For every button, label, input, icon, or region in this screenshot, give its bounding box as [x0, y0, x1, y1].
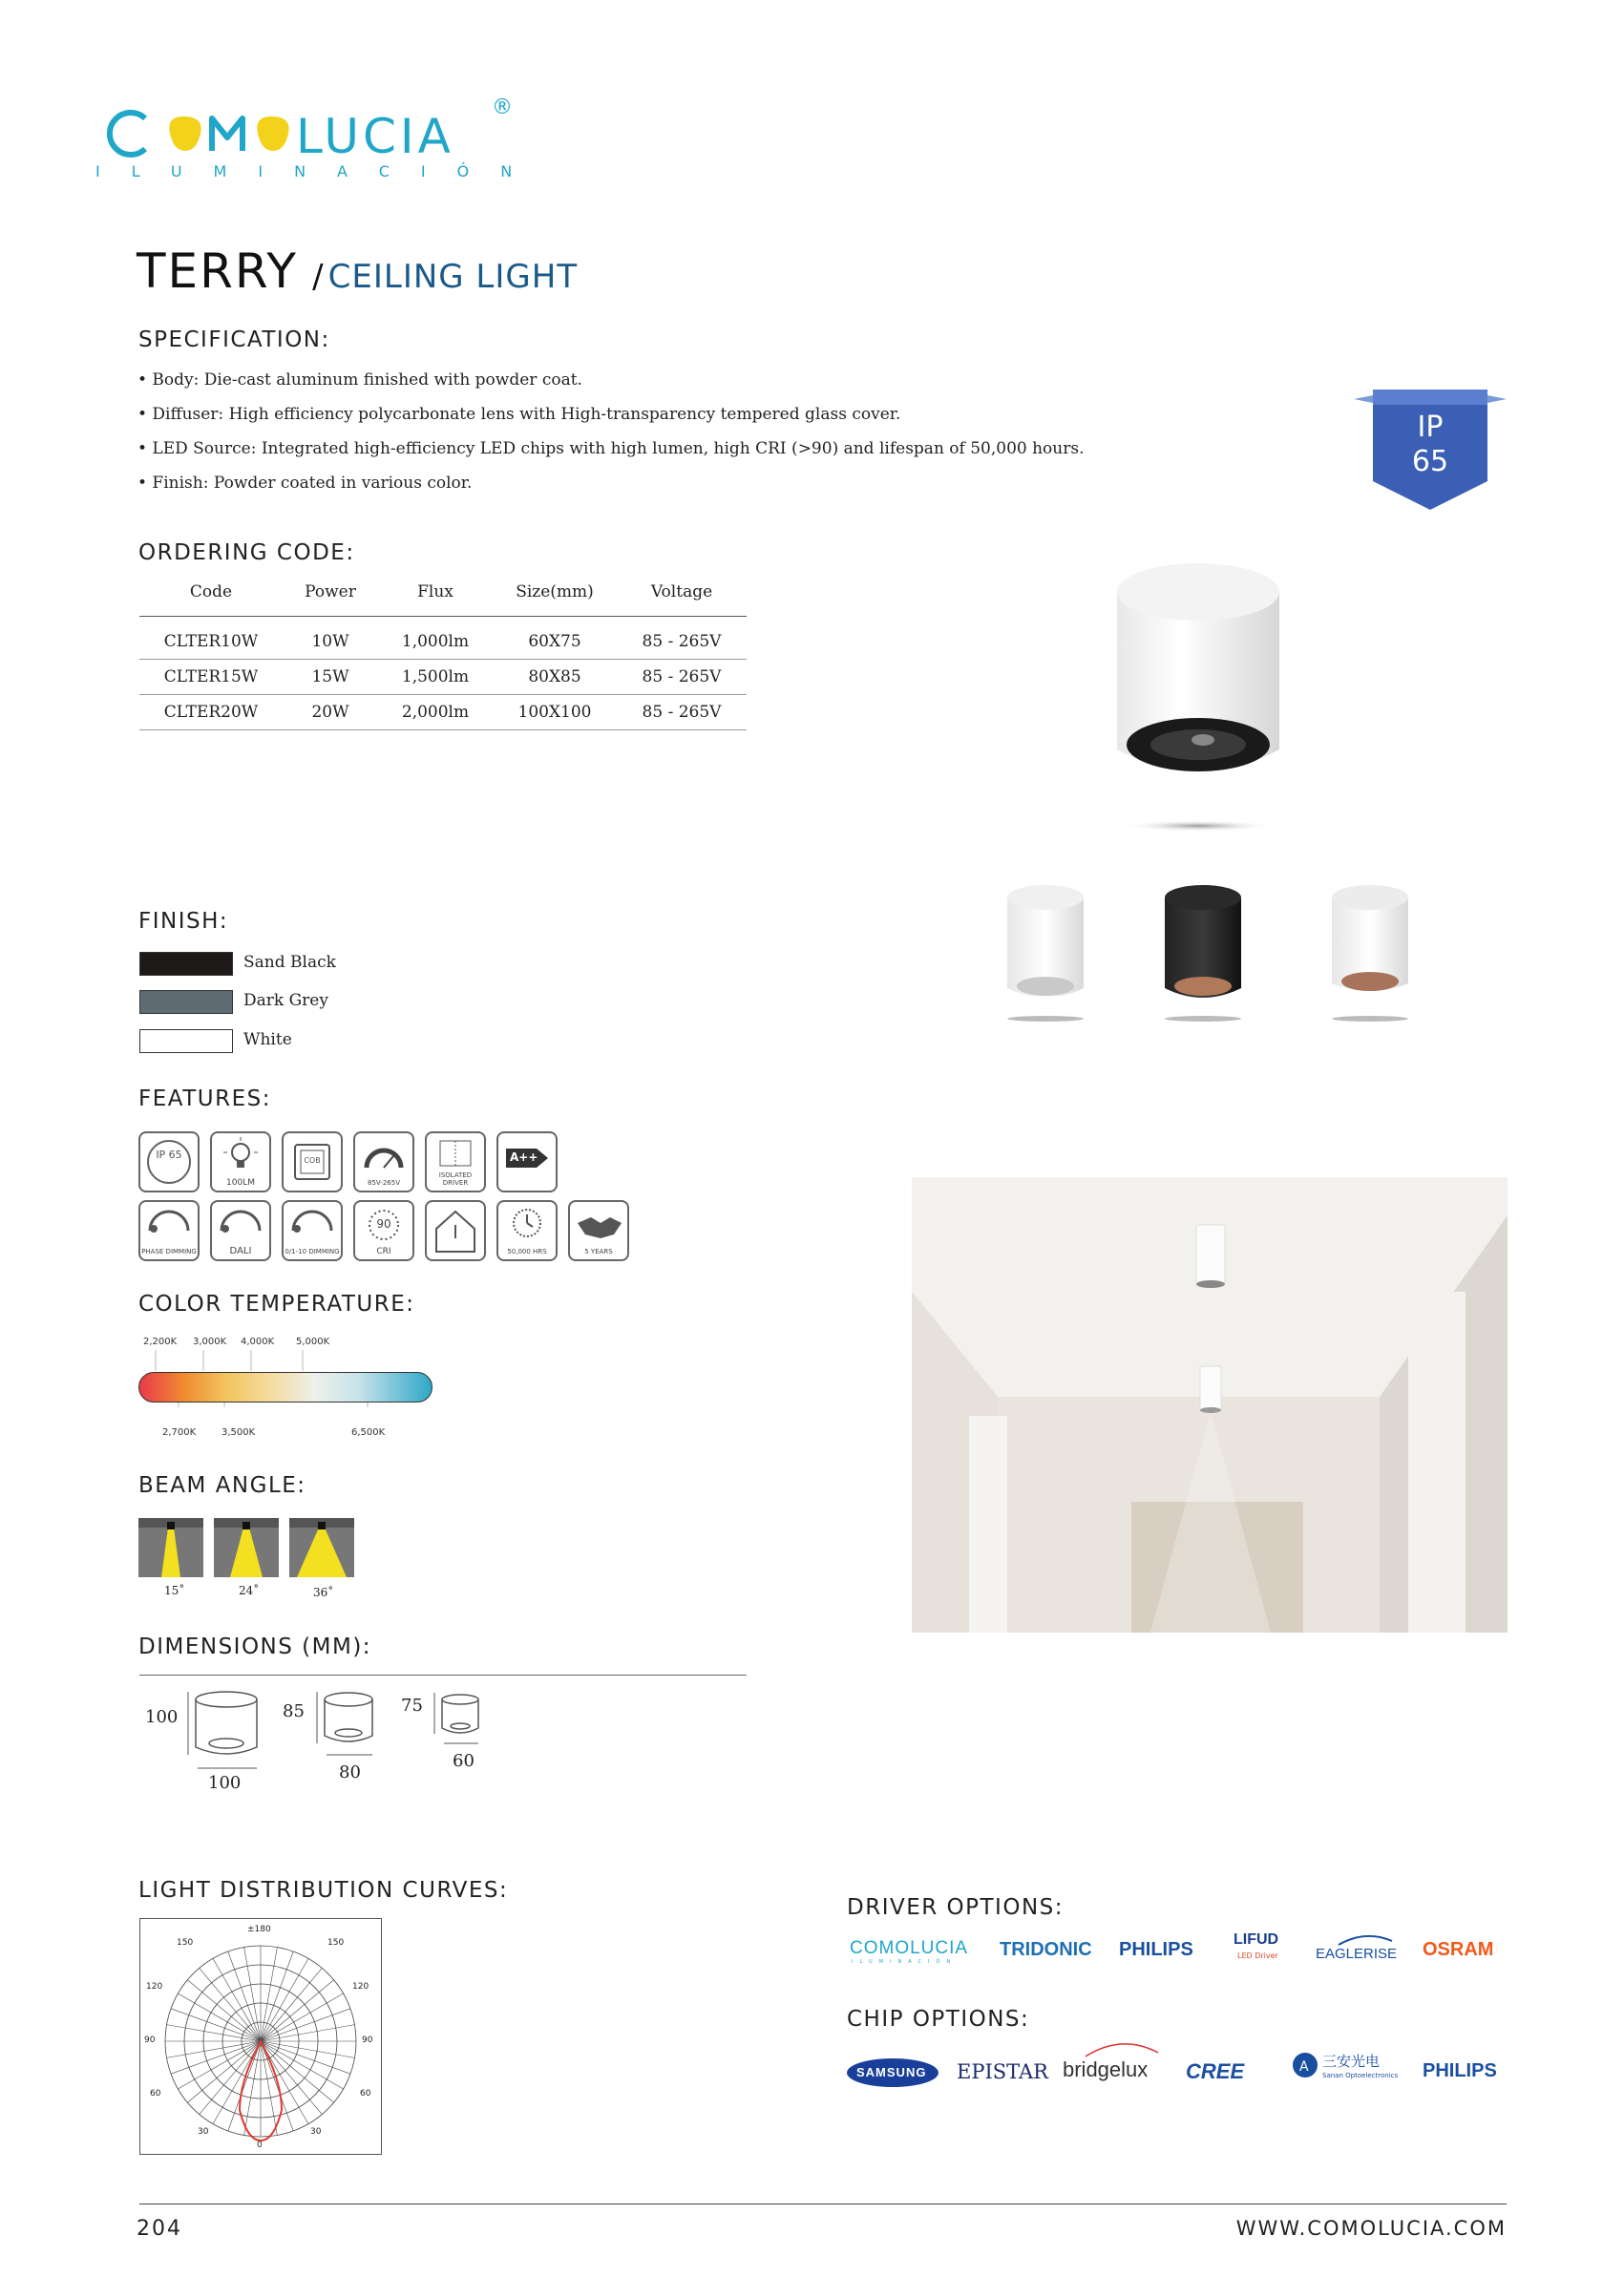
temp-label-bottom: 3,500K	[221, 1427, 256, 1438]
dimming-0-10-icon	[282, 1200, 343, 1261]
cell: 60X75	[493, 624, 617, 660]
cell: 10W	[283, 624, 378, 660]
swatch-sand-black	[139, 952, 233, 976]
brand-logo	[95, 95, 544, 191]
driver-brand-tridonic: TRIDONIC	[1000, 1939, 1092, 1960]
driver-brand-philips: PHILIPS	[1119, 1939, 1193, 1960]
eaglerise-swoosh	[1337, 1932, 1394, 1946]
chip-brand-epistar: EPISTAR	[957, 2060, 1048, 2083]
swatch-dark-grey	[139, 990, 233, 1014]
temp-label-top: 4,000K	[241, 1337, 275, 1347]
finish-variants-images	[1002, 883, 1423, 1026]
page-number: 204	[137, 2217, 182, 2241]
chip-brand-sanan-sub: Sanan Optoelectronics	[1322, 2072, 1399, 2079]
dimensions-heading: DIMENSIONS (MM):	[138, 1635, 372, 1659]
dimension-height-label: 100	[145, 1707, 179, 1727]
ordering-table	[139, 568, 747, 730]
registered-mark: ®	[492, 95, 513, 119]
cell: 100X100	[493, 695, 617, 730]
table-row	[139, 660, 747, 695]
spec-item: • Body: Die-cast aluminum finished with powder coat.	[137, 370, 582, 390]
temp-label-top: 5,000K	[296, 1337, 330, 1347]
polar-label: 150	[327, 1938, 345, 1948]
polar-label-180: ±180	[247, 1925, 271, 1934]
col-code: Code	[139, 568, 283, 617]
product-name: TERRY	[137, 243, 298, 299]
energy-class-label: A++	[510, 1150, 538, 1164]
chip-brand-bridgelux: bridgelux	[1063, 2057, 1149, 2081]
temp-label-bottom: 2,700K	[162, 1427, 197, 1438]
isolated-driver-icon	[425, 1131, 486, 1192]
beam-angle-diagrams	[138, 1518, 358, 1585]
dimensions-rule	[139, 1675, 747, 1676]
chip-brand-samsung: SAMSUNG	[856, 2065, 927, 2079]
cri-label: CRI	[376, 1247, 391, 1256]
product-main-image	[1107, 549, 1289, 845]
finish-label: Sand Black	[243, 953, 336, 972]
polar-label: 90	[144, 2035, 156, 2045]
polar-distribution-chart	[139, 1918, 382, 2155]
finish-label: Dark Grey	[243, 991, 328, 1010]
chip-brand-philips: PHILIPS	[1423, 2060, 1497, 2081]
beam-angle-label: 15˚	[164, 1584, 185, 1597]
svg-text:A: A	[1299, 2059, 1309, 2075]
ip-badge-bottom: 65	[1411, 445, 1449, 478]
phase-dimming-icon	[138, 1200, 200, 1261]
bridgelux-arc	[1084, 2039, 1160, 2058]
distribution-heading: LIGHT DISTRIBUTION CURVES:	[138, 1878, 509, 1903]
warranty-label: 5 YEARS	[584, 1248, 613, 1255]
sanan-logo-icon	[1291, 2051, 1319, 2079]
polar-label: 60	[150, 2089, 161, 2099]
phase-dimming-label: PHASE DIMMING	[141, 1248, 197, 1255]
product-category: CEILING LIGHT	[327, 258, 579, 296]
polar-label: 90	[362, 2035, 373, 2045]
voltage-gauge-icon	[353, 1131, 414, 1192]
cob-label: COB	[304, 1156, 321, 1165]
cell: 85 - 265V	[617, 660, 747, 695]
col-power: Power	[283, 568, 378, 617]
room-installation-photo	[912, 1177, 1508, 1633]
dimming-0-10-label: 0/1-10 DIMMING	[285, 1248, 340, 1255]
spec-item: • Diffuser: High efficiency polycarbonate lens with High-transparency tempered glass cover.	[137, 405, 901, 424]
driver-brand-eaglerise: EAGLERISE	[1316, 1946, 1398, 1962]
table-row	[139, 624, 747, 660]
ip65-icon-text: IP 65	[156, 1149, 182, 1161]
cell: 1,500lm	[378, 660, 493, 695]
cell: 1,000lm	[378, 624, 493, 660]
beam-angle-heading: BEAM ANGLE:	[138, 1473, 306, 1498]
beam-angle-label: 36˚	[313, 1586, 334, 1599]
footer-url[interactable]: WWW.COMOLUCIA.COM	[1235, 2217, 1507, 2240]
ip65-badge	[1354, 386, 1507, 515]
cell: CLTER10W	[139, 624, 283, 660]
chip-brand-sanan: 三安光电	[1322, 2053, 1381, 2070]
features-heading: FEATURES:	[138, 1086, 271, 1111]
spec-item: • Finish: Powder coated in various color.	[137, 474, 473, 493]
swatch-white	[139, 1029, 233, 1053]
driver-brand-osram: OSRAM	[1423, 1939, 1494, 1960]
title-separator: /	[312, 258, 324, 296]
lifespan-label: 50,000 HRS	[507, 1248, 547, 1255]
table-header-row	[139, 568, 747, 617]
dali-label: DALI	[229, 1246, 252, 1256]
polar-label: 30	[310, 2127, 322, 2137]
ordering-heading: ORDERING CODE:	[138, 540, 355, 565]
polar-label: 120	[352, 1982, 369, 1992]
cell: 2,000lm	[378, 695, 493, 730]
driver-options-heading: DRIVER OPTIONS:	[847, 1895, 1064, 1920]
energy-class-icon	[496, 1131, 558, 1192]
color-temperature-heading: COLOR TEMPERATURE:	[138, 1292, 415, 1317]
color-temperature-gradient-bar	[138, 1372, 432, 1403]
warranty-handshake-icon	[568, 1200, 629, 1261]
polar-label: 150	[177, 1938, 194, 1948]
driver-brand-lifud: LIFUD	[1234, 1931, 1279, 1948]
temp-label-top: 2,200K	[143, 1337, 178, 1347]
temp-label-top: 3,000K	[193, 1337, 227, 1347]
ip-badge-top: IP	[1417, 411, 1444, 444]
brand-wordmark-rest: LUCIA	[296, 109, 454, 164]
finish-heading: FINISH:	[138, 909, 229, 934]
spec-item: • LED Source: Integrated high-efficiency LED chips with high lumen, high CRI (>90) and lifespan of 50,000 hours.	[137, 439, 1085, 458]
col-voltage: Voltage	[617, 568, 747, 617]
temp-label-bottom: 6,500K	[351, 1427, 386, 1438]
finish-variant-illustrations	[1002, 883, 1423, 1026]
indoor-house-icon	[425, 1200, 486, 1261]
polar-label: 120	[146, 1982, 163, 1992]
cell: 85 - 265V	[617, 624, 747, 660]
cell: 85 - 265V	[617, 695, 747, 730]
table-row	[139, 695, 747, 730]
dimension-height-label: 75	[401, 1696, 423, 1716]
dali-icon	[210, 1200, 271, 1261]
cell: 15W	[283, 660, 378, 695]
dimension-width-label: 100	[208, 1773, 242, 1793]
finish-label: White	[243, 1030, 292, 1049]
voltage-label: 85V-265V	[368, 1179, 400, 1187]
dimension-width-label: 80	[339, 1762, 361, 1782]
ceiling-light-white-illustration	[1107, 549, 1289, 845]
cell: 80X85	[493, 660, 617, 695]
chip-brand-cree: CREE	[1186, 2059, 1245, 2083]
col-size: Size(mm)	[493, 568, 617, 617]
cell: CLTER15W	[139, 660, 283, 695]
cri-icon	[353, 1200, 414, 1261]
cri-value: 90	[376, 1217, 391, 1231]
dimension-height-label: 85	[283, 1701, 305, 1721]
brand-tagline: ILUMINACIÓN	[95, 162, 544, 180]
isolated-driver-label: ISOLATED DRIVER	[438, 1171, 473, 1187]
lumen-bulb-icon	[210, 1131, 271, 1192]
polar-label: 0	[257, 2141, 263, 2150]
specification-heading: SPECIFICATION:	[138, 327, 330, 352]
driver-brand-lifud-sub: LED Driver	[1237, 1951, 1278, 1960]
polar-label: 30	[198, 2127, 209, 2137]
dimension-width-label: 60	[453, 1751, 475, 1771]
cell: 20W	[283, 695, 378, 730]
driver-brand-comolucia: COMOLUCIA	[850, 1938, 969, 1958]
product-title	[137, 243, 578, 299]
beam-angle-label: 24˚	[239, 1584, 260, 1597]
cob-chip-icon	[282, 1131, 343, 1192]
polar-grid	[140, 1919, 381, 2154]
driver-brand-comolucia-sub: ILUMINACIÓN	[852, 1959, 958, 1965]
cell: CLTER20W	[139, 695, 283, 730]
col-flux: Flux	[378, 568, 493, 617]
lifespan-clock-icon	[496, 1200, 558, 1261]
ip65-icon	[138, 1131, 200, 1192]
lumen-label: 100LM	[226, 1178, 255, 1188]
polar-label: 60	[360, 2089, 371, 2099]
chip-options-heading: CHIP OPTIONS:	[847, 2007, 1030, 2032]
